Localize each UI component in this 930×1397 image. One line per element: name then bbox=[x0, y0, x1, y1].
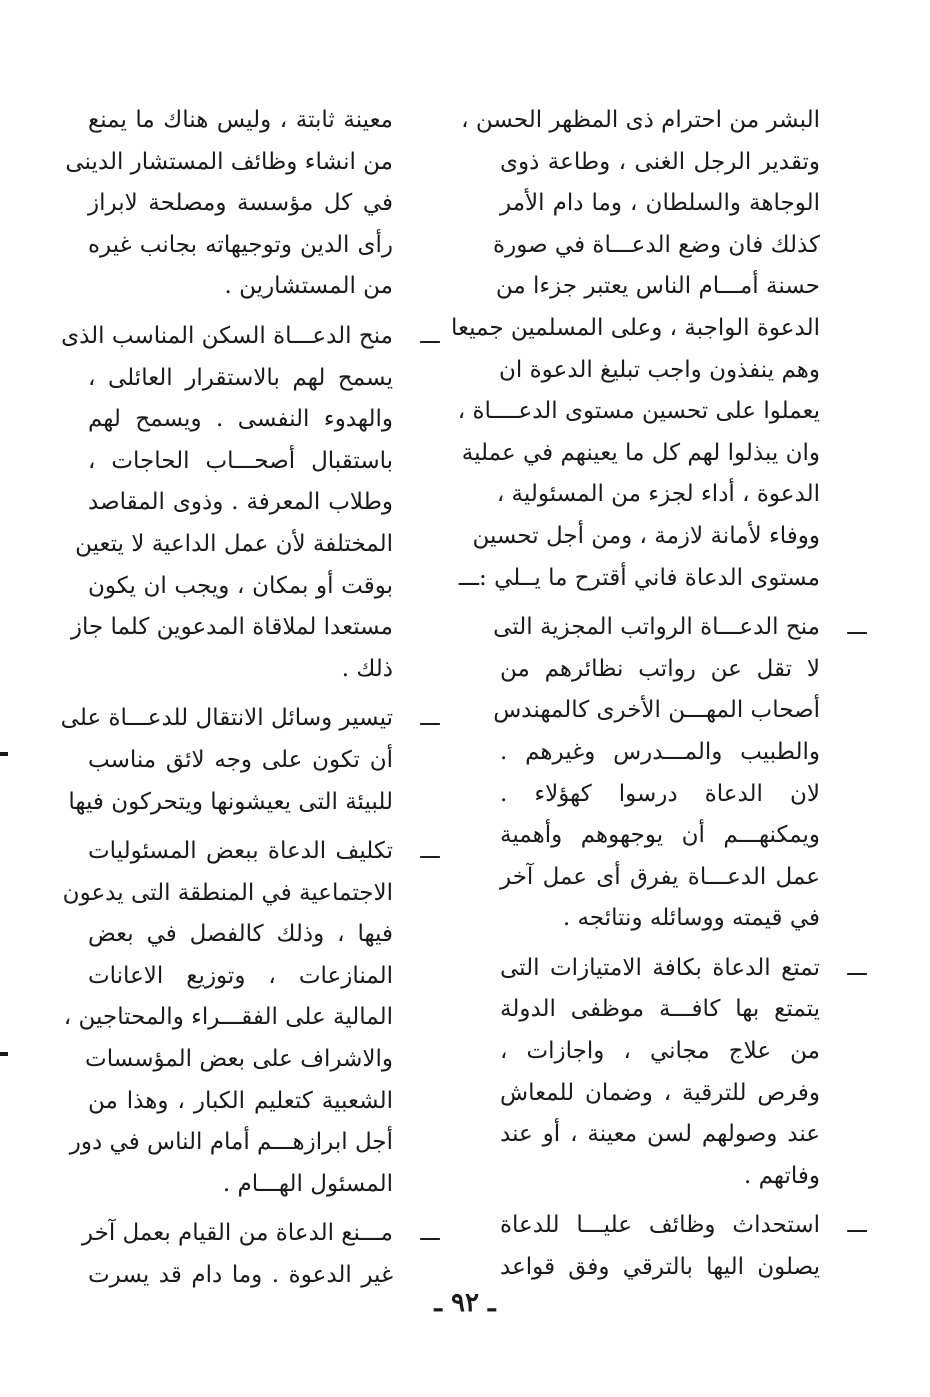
text-line: البشر من احترام ذى المظهر الحسن ، bbox=[461, 107, 820, 133]
text-line: والطبيب والمـــدرس وغيرهم . bbox=[500, 738, 820, 765]
text-line: تيسير وسائل الانتقال للدعـــاة على bbox=[60, 705, 393, 732]
text-line: الوجاهة والسلطان ، وما دام الأمر bbox=[500, 190, 820, 217]
text-line: استحداث وظائف عليـــا للدعاة bbox=[500, 1212, 820, 1239]
text-line: لان الدعاة درسوا كهؤلاء . bbox=[500, 780, 820, 807]
text-line: في قيمته ووسائله ونتائجه . bbox=[562, 905, 820, 932]
text-line: منح الدعـــاة الرواتب المجزية التى bbox=[493, 614, 820, 641]
text-line: عند وصولهم لسن معينة ، أو عند bbox=[500, 1121, 820, 1148]
text-line: في كل مؤسسة ومصلحة لابراز bbox=[88, 190, 393, 217]
text-line: ذلك . bbox=[341, 655, 393, 682]
text-line: والاشراف على بعض المؤسسات bbox=[85, 1046, 393, 1073]
text-line: باستقبال أصحـــاب الحاجات ، bbox=[88, 447, 393, 474]
list-dash: ـــ bbox=[847, 955, 867, 981]
text-line: أن تكون على وجه لائق مناسب bbox=[88, 746, 393, 773]
paragraph-gap bbox=[88, 1205, 393, 1213]
text-line: المختلفة لأن عمل الداعية لا يتعين bbox=[75, 530, 393, 557]
text-line: المنازعات ، وتوزيع الاعانات bbox=[88, 962, 393, 989]
text-line: من علاج مجاني ، واجازات ، bbox=[500, 1038, 820, 1065]
text-line: أجل ابرازهـــم أمام الناس في دور bbox=[69, 1129, 393, 1156]
text-line: وتقدير الرجل الغنى ، وطاعة ذوى bbox=[500, 148, 820, 175]
text-line: وهم ينفذون واجب تبليغ الدعوة ان bbox=[499, 356, 820, 383]
left-column bbox=[60, 100, 440, 1297]
list-dash: ـــ bbox=[420, 839, 440, 865]
list-item bbox=[60, 698, 440, 823]
paragraph-gap bbox=[88, 308, 393, 316]
paragraph-gap bbox=[88, 823, 393, 831]
list-dash: ـــ bbox=[847, 1213, 867, 1239]
list-item bbox=[500, 1205, 867, 1288]
text-line: الدعوة الواجبة ، وعلى المسلمين جميعا bbox=[450, 314, 820, 341]
text-line: لا تقل عن رواتب نظائرهم من bbox=[500, 655, 820, 682]
list-dash: ـــ bbox=[420, 323, 440, 349]
list-item bbox=[61, 316, 440, 690]
text-line: ويمكنهـــم أن يوجهوهم وأهمية bbox=[500, 822, 820, 849]
text-line: للبيئة التى يعيشونها ويتحركون فيها bbox=[68, 788, 393, 815]
paragraph-gap bbox=[88, 690, 393, 698]
text-line: وفرص للترقية ، وضمان للمعاش bbox=[500, 1079, 820, 1106]
text-line: يصلون اليها بالترقي وفق قواعد bbox=[500, 1254, 820, 1281]
text-line: رأى الدين وتوجيهاته بجانب غيره bbox=[88, 231, 393, 258]
right-column bbox=[450, 100, 867, 1289]
text-line: تكليف الدعاة ببعض المسئوليات bbox=[88, 838, 393, 865]
text-line: يعملوا على تحسين مستوى الدعــــاة ، bbox=[457, 398, 820, 425]
text-line: يتمتع بها كافـــة موظفى الدولة bbox=[500, 996, 820, 1023]
text-line: والهدوء النفسى . ويسمح لهم bbox=[88, 406, 393, 433]
text-line: كذلك فان وضع الدعـــاة في صورة bbox=[493, 231, 820, 258]
list-item bbox=[81, 1213, 440, 1296]
text-line: مستعدا لملاقاة المدعوين كلما جاز bbox=[70, 614, 393, 641]
paragraph-gap bbox=[500, 599, 820, 607]
text-line: الدعوة ، أداء لجزء من المسئولية ، bbox=[496, 481, 820, 508]
text-line: بوقت أو بمكان ، ويجب ان يكون bbox=[88, 572, 393, 599]
page-number: ـ ٩٢ ـ bbox=[434, 1288, 496, 1318]
text-line: فيها ، وذلك كالفصل في بعض bbox=[88, 921, 393, 948]
text-line: معينة ثابتة ، وليس هناك ما يمنع bbox=[88, 107, 393, 133]
scan-edge-mark bbox=[0, 752, 8, 756]
text-line: يسمح لهم بالاستقرار العائلى ، bbox=[88, 364, 393, 391]
text-line: من المستشارين . bbox=[224, 273, 393, 300]
text-line: الشعبية كتعليم الكبار ، وهذا من bbox=[88, 1087, 393, 1114]
paragraph-gap bbox=[500, 1197, 820, 1205]
text-line: وطلاب المعرفة . وذوى المقاصد bbox=[88, 489, 393, 516]
list-dash: ـــ bbox=[420, 1221, 440, 1247]
text-line: منح الدعـــاة السكن المناسب الذى bbox=[61, 322, 393, 349]
list-dash: ـــ bbox=[847, 615, 867, 641]
text-line: أصحاب المهـــن الأخرى كالمهندس bbox=[493, 697, 820, 724]
text-line: مـــنع الدعاة من القيام بعمل آخر bbox=[81, 1220, 393, 1247]
scan-edge-mark bbox=[0, 1052, 8, 1056]
text-line: وفاتهم . bbox=[743, 1162, 820, 1189]
text-line: المالية على الفقـــراء والمحتاجين ، bbox=[63, 1004, 393, 1031]
text-line: من انشاء وظائف المستشار الدينى bbox=[65, 148, 393, 175]
list-item bbox=[62, 831, 440, 1205]
text-line: عمل الدعـــاة يفرق أى عمل آخر bbox=[500, 863, 820, 890]
text-line: الاجتماعية في المنطقة التى يدعون bbox=[62, 879, 393, 906]
text-line: تمتع الدعاة بكافة الامتيازات التى bbox=[500, 954, 820, 981]
text-line: غير الدعوة . وما دام قد يسرت bbox=[88, 1262, 393, 1289]
text-line: حسنة أمـــام الناس يعتبر جزءا من bbox=[495, 273, 820, 300]
list-dash: ـــ bbox=[420, 706, 440, 732]
text-line: المسئول الهـــام . bbox=[222, 1170, 393, 1197]
paragraph-gap bbox=[500, 940, 820, 948]
text-line: وان يبذلوا لهم كل ما يعينهم في عملية bbox=[461, 439, 820, 466]
text-line: مستوى الدعاة فاني أقترح ما يــلي :ـــ bbox=[458, 564, 820, 591]
list-item bbox=[493, 607, 867, 940]
list-item bbox=[500, 948, 867, 1198]
text-line: ووفاء لأمانة لازمة ، ومن أجل تحسين bbox=[472, 522, 820, 549]
